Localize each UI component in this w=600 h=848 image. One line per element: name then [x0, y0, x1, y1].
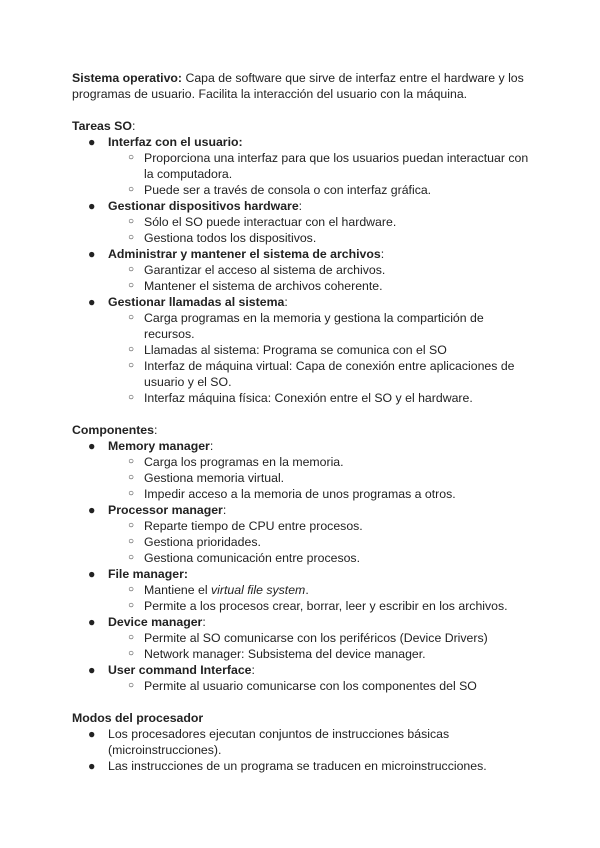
document — [72, 70, 532, 774]
intro-text: Capa de software que sirve de interfaz entre el hardware y los programas de usuario. Facilita la interacción del usuario con la máquina. — [72, 71, 524, 101]
sub-list-item: ○ Gestiona todos los dispositivos. — [128, 231, 317, 245]
sub-list-item: ○ Mantener el sistema de archivos coherente. — [128, 279, 383, 293]
sub-list-item: ○ Proporciona una interfaz para que los usuarios puedan interactuar con la computadora. — [128, 151, 529, 181]
modos-heading: Modos del procesador — [72, 711, 204, 725]
sub-list-item: ○ Carga programas en la memoria y gestiona la compartición de recursos. — [128, 311, 484, 341]
list-item: ● Device manager: — [88, 615, 206, 629]
list-item: ● Gestionar llamadas al sistema: — [88, 295, 288, 309]
sub-list-item: ○ Impedir acceso a la memoria de unos programas a otros. — [128, 487, 456, 501]
list-item: ● Administrar y mantener el sistema de archivos: — [88, 247, 385, 261]
sub-list-item: ○ Reparte tiempo de CPU entre procesos. — [128, 519, 363, 533]
sub-list-item: ○ Puede ser a través de consola o con interfaz gráfica. — [128, 183, 432, 197]
sub-list-item: ○ Gestiona memoria virtual. — [128, 471, 285, 485]
list-item: ● User command Interface: — [88, 663, 255, 677]
list-item: ● Interfaz con el usuario: — [88, 135, 243, 149]
sub-list-item: ○ Interfaz máquina física: Conexión entre el SO y el hardware. — [128, 391, 473, 405]
list-item: ● Processor manager: — [88, 503, 227, 517]
list-item: ● File manager: — [88, 567, 188, 581]
sub-list-item: ○ Permite a los procesos crear, borrar, leer y escribir en los archivos. — [128, 599, 508, 613]
list-item: ● Gestionar dispositivos hardware: — [88, 199, 303, 213]
sub-list-item: ○ Gestiona comunicación entre procesos. — [128, 551, 360, 565]
sub-list-item: ○ Sólo el SO puede interactuar con el hardware. — [128, 215, 397, 229]
sub-list-item: ○ Network manager: Subsistema del device manager. — [128, 647, 426, 661]
componentes-heading: Componentes: — [72, 423, 158, 437]
sub-list-item: ○ Permite al usuario comunicarse con los componentes del SO — [128, 679, 477, 693]
list-item: ● Memory manager: — [88, 439, 214, 453]
list-item: ● Los procesadores ejecutan conjuntos de instrucciones básicas (microinstrucciones). — [88, 727, 450, 757]
sub-list-item: ○ Interfaz de máquina virtual: Capa de conexión entre aplicaciones de usuario y el SO. — [128, 359, 515, 389]
sub-list-item: ○ Mantiene el virtual file system. — [128, 583, 309, 597]
tareas-heading: Tareas SO: — [72, 119, 136, 133]
intro-term: Sistema operativo: — [72, 71, 183, 85]
sub-list-item: ○ Garantizar el acceso al sistema de archivos. — [128, 263, 386, 277]
sub-list-item: ○ Gestiona prioridades. — [128, 535, 261, 549]
sub-list-item: ○ Llamadas al sistema: Programa se comunica con el SO — [128, 343, 447, 357]
sub-list-item: ○ Permite al SO comunicarse con los periféricos (Device Drivers) — [128, 631, 488, 645]
sub-list-item: ○ Carga los programas en la memoria. — [128, 455, 344, 469]
intro-paragraph — [72, 70, 532, 102]
list-item: ● Las instrucciones de un programa se traducen en microinstrucciones. — [88, 759, 487, 773]
